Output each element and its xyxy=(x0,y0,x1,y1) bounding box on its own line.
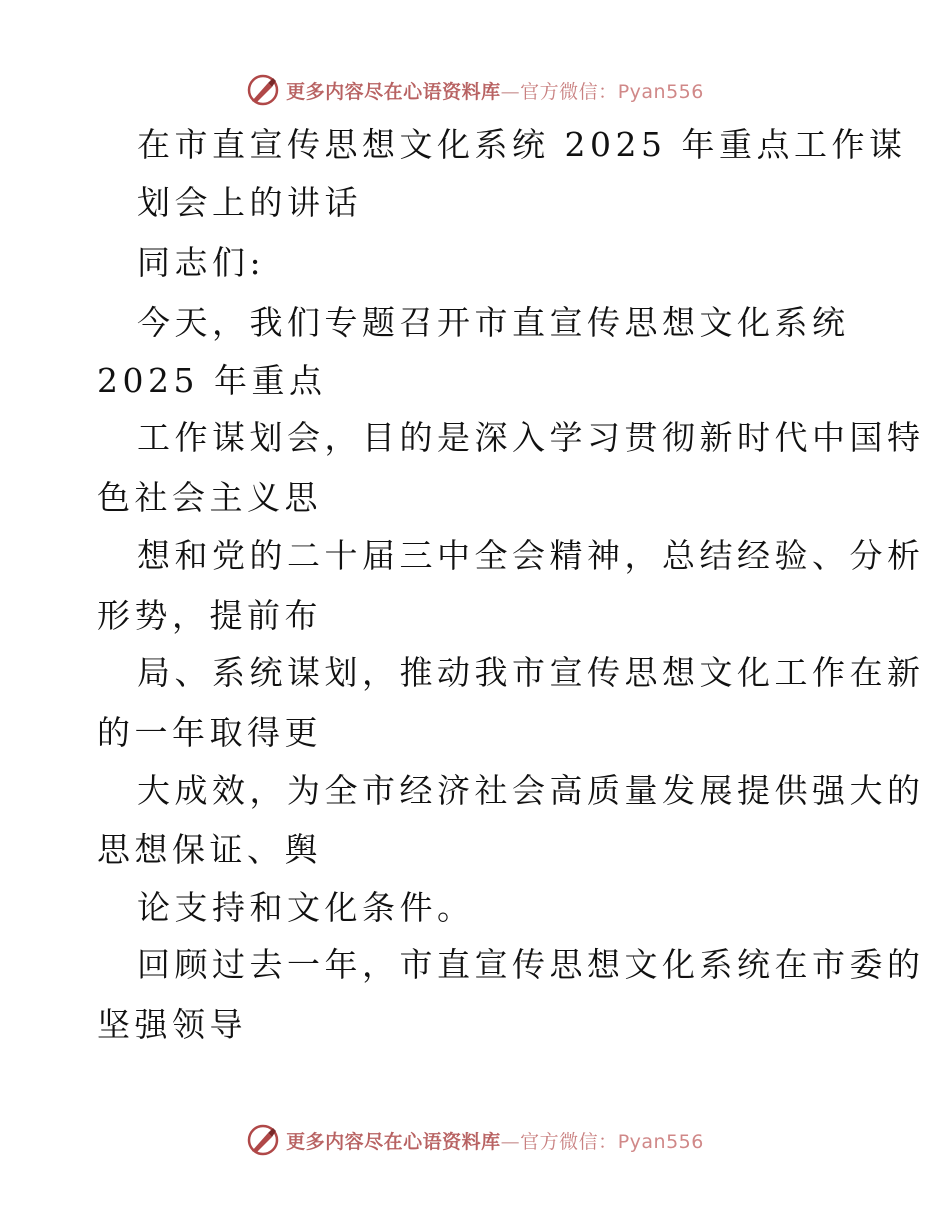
paragraph-line: 2025 年重点 xyxy=(97,361,327,400)
footer-watermark xyxy=(0,1120,950,1160)
watermark-text xyxy=(286,1127,704,1154)
watermark-title: 更多内容尽在心语资料库 xyxy=(286,80,501,103)
watermark-wechat-label: 官方微信： xyxy=(520,1130,618,1153)
watermark-dash: — xyxy=(500,80,521,103)
watermark-dash: — xyxy=(500,1130,521,1153)
watermark-wechat-id: Pyan556 xyxy=(617,80,704,103)
paragraph-line: 想和党的二十届三中全会精神，总结经验、分析 xyxy=(137,536,925,575)
watermark-text xyxy=(286,77,704,104)
paragraph-line: 的一年取得更 xyxy=(97,713,322,752)
paragraph-line: 形势，提前布 xyxy=(97,596,322,635)
paragraph-line: 思想保证、舆 xyxy=(97,830,322,869)
paragraph-line: 今天，我们专题召开市直宣传思想文化系统 xyxy=(137,303,850,342)
title-line-1: 在市直宣传思想文化系统 2025 年重点工作谋 xyxy=(137,125,907,164)
salutation: 同志们: xyxy=(137,243,266,282)
header-watermark xyxy=(0,70,950,110)
title-line-2: 划会上的讲话 xyxy=(137,183,362,222)
paragraph-line: 局、系统谋划，推动我市宣传思想文化工作在新 xyxy=(137,653,925,692)
paragraph-line: 工作谋划会，目的是深入学习贯彻新时代中国特 xyxy=(137,418,925,457)
paragraph-line: 回顾过去一年，市直宣传思想文化系统在市委的 xyxy=(137,945,925,984)
pen-logo-icon xyxy=(246,73,280,107)
paragraph-line: 色社会主义思 xyxy=(97,478,322,517)
paragraph-line: 坚强领导 xyxy=(97,1005,247,1044)
pen-logo-icon xyxy=(246,1123,280,1157)
watermark-wechat-id: Pyan556 xyxy=(617,1130,704,1153)
watermark-title: 更多内容尽在心语资料库 xyxy=(286,1130,501,1153)
paragraph-line: 大成效，为全市经济社会高质量发展提供强大的 xyxy=(137,771,925,810)
paragraph-line: 论支持和文化条件。 xyxy=(137,888,475,927)
watermark-wechat-label: 官方微信： xyxy=(520,80,618,103)
